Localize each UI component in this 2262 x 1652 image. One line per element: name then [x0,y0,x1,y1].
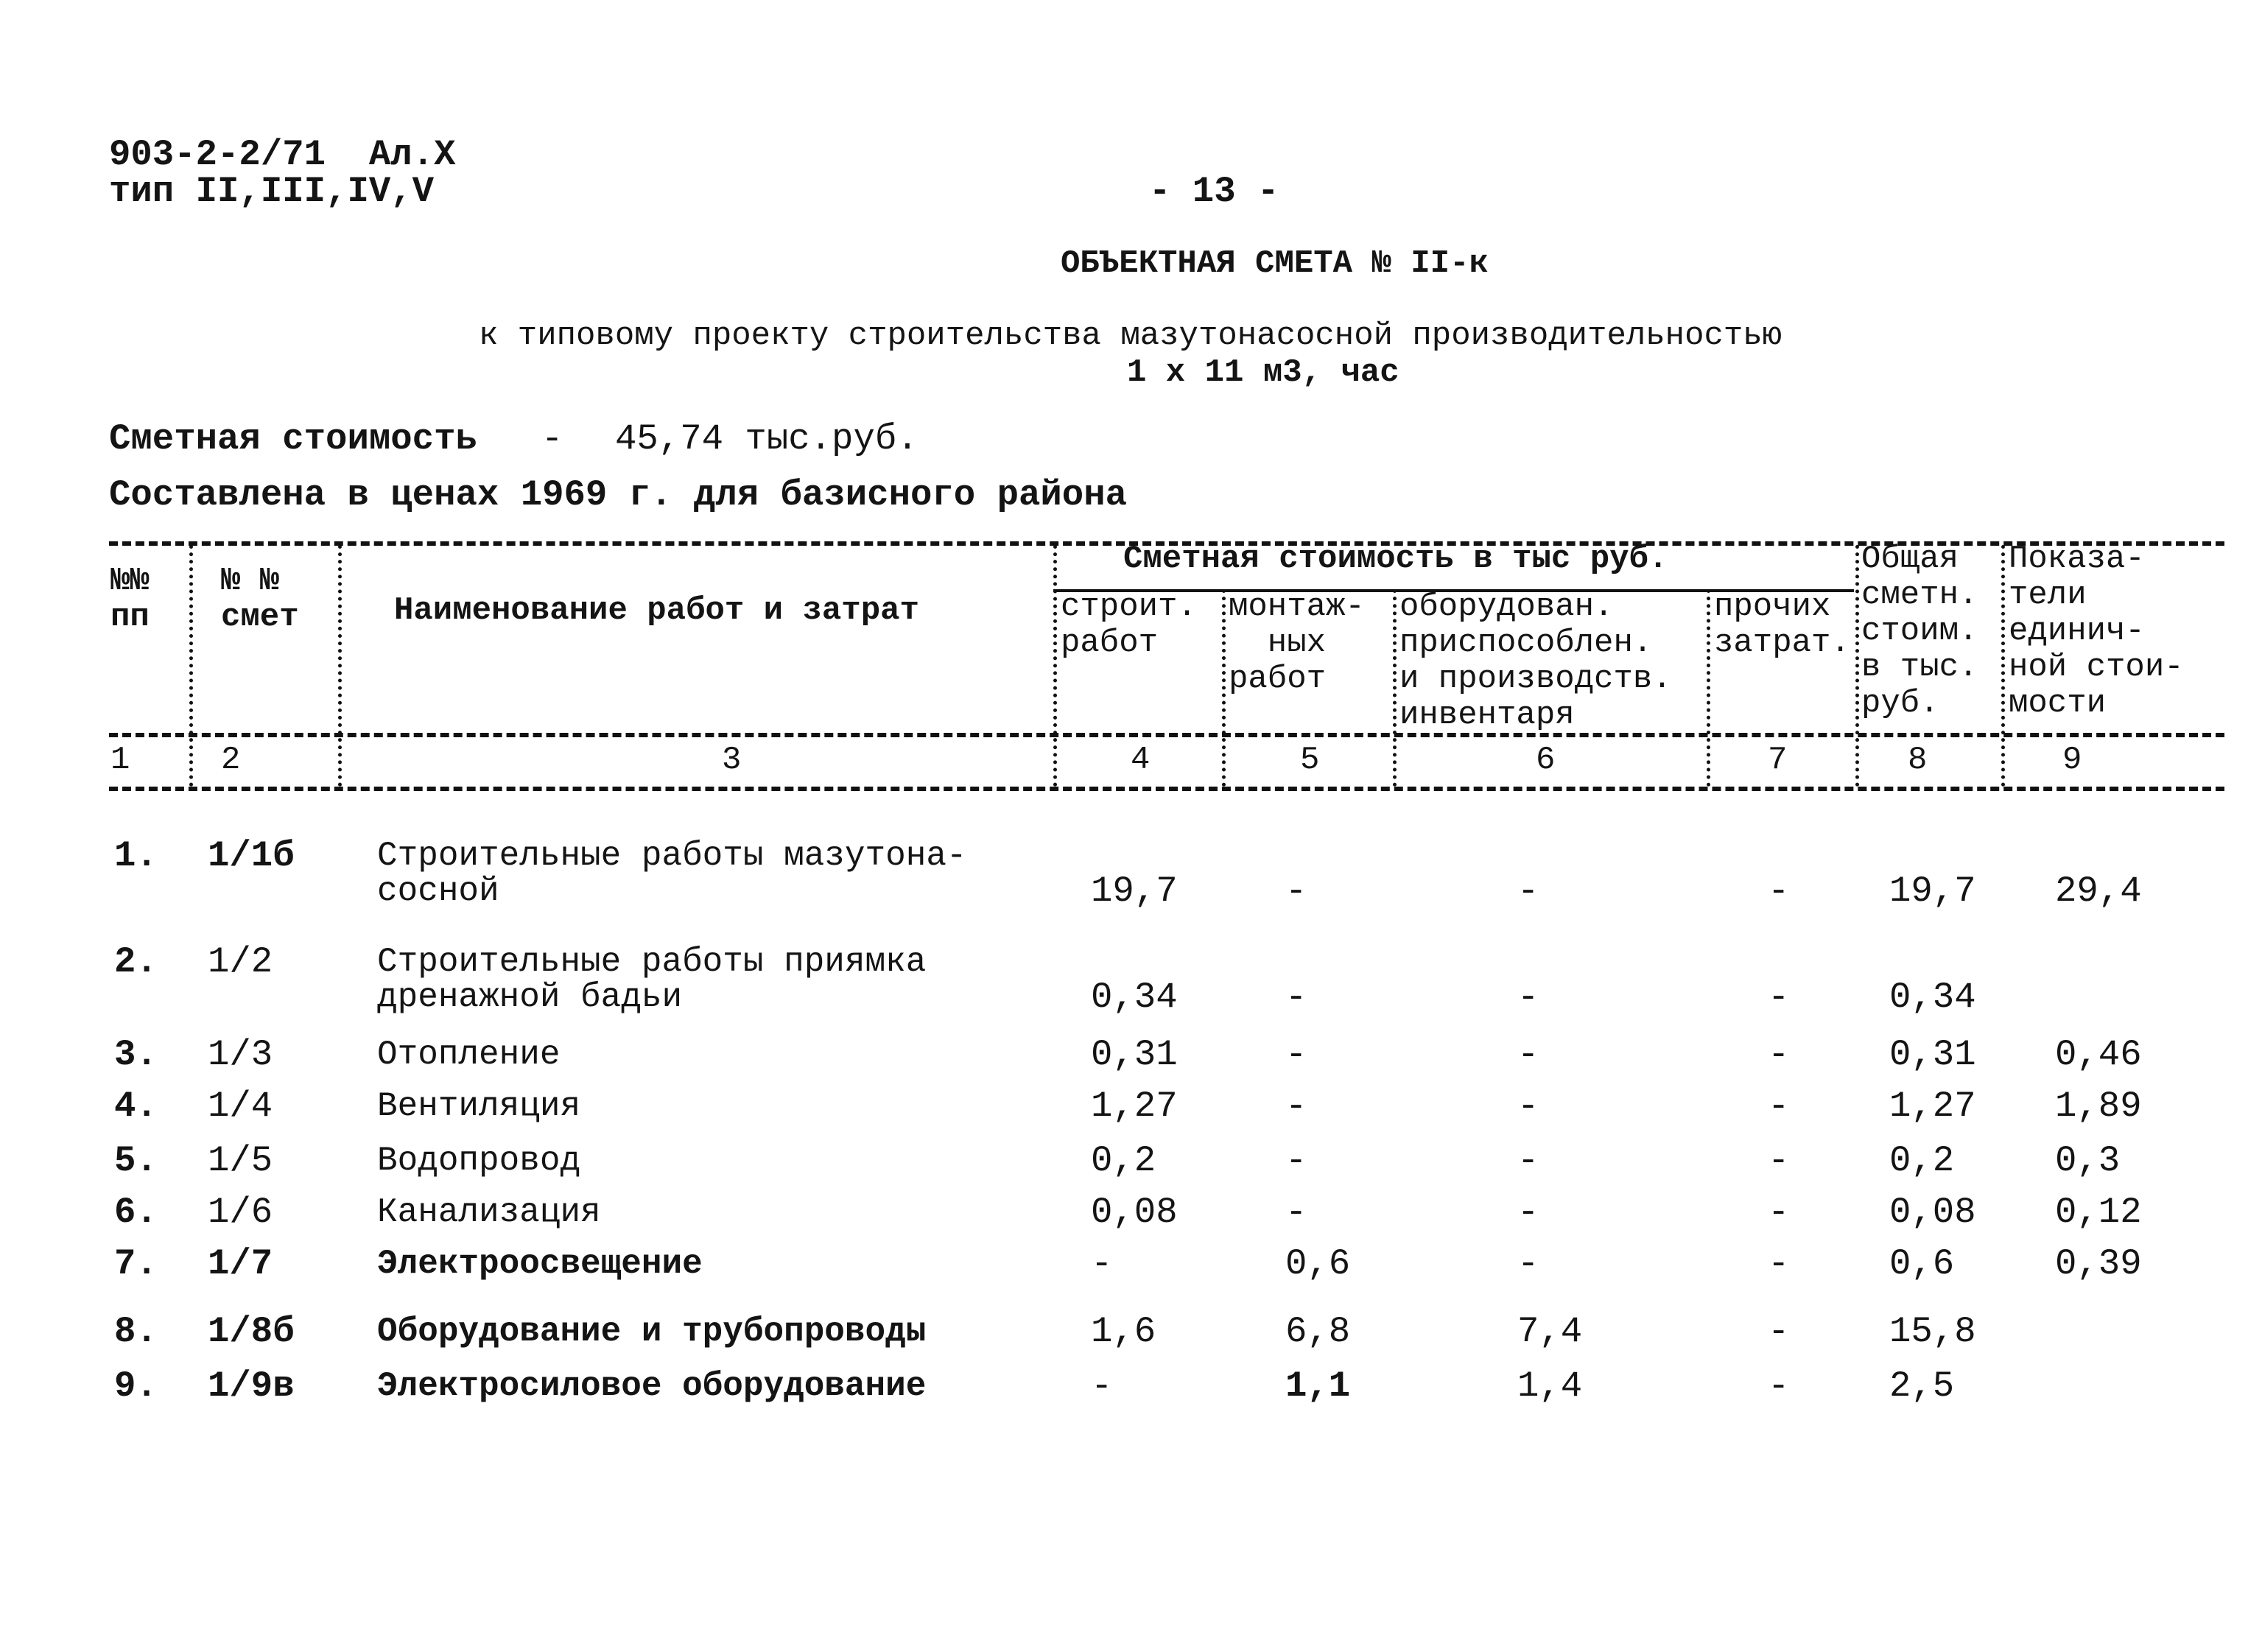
cell-c5: - [1285,1086,1307,1127]
row-number: 5. [114,1140,158,1181]
column-header: строит. работ [1061,588,1197,661]
cell-c8: 0,6 [1889,1243,1955,1284]
cell-c4: 19,7 [1091,871,1178,912]
column-number: 9 [2062,742,2082,778]
column-separator [1053,545,1057,787]
column-header: оборудован. приспособлен. и производств. инвентаря [1399,588,1672,734]
document-title: ОБЪЕКТНАЯ СМЕТА № II-к [1061,245,1489,282]
cell-c6: - [1517,1243,1539,1284]
numbers-row-bottom-border [109,787,2224,791]
cell-c7: - [1768,1311,1790,1352]
cell-c4: - [1091,1243,1113,1284]
cell-c8: 1,27 [1889,1086,1976,1127]
column-number: 1 [110,742,130,778]
row-number: 1. [114,835,158,876]
cell-c9: 0,46 [2055,1034,2142,1075]
cell-c6: - [1517,1140,1539,1181]
row-smeta-ref: 1/5 [208,1140,273,1181]
column-number: 2 [221,742,241,778]
row-smeta-ref: 1/1б [208,835,295,876]
cell-c5: - [1285,1140,1307,1181]
column-separator [2001,545,2005,787]
column-number: 4 [1131,742,1151,778]
cell-c8: 2,5 [1889,1365,1955,1407]
cell-c8: 0,2 [1889,1140,1955,1181]
cell-c6: 7,4 [1517,1311,1583,1352]
document-code: 903-2-2/71 Ал.X [109,134,456,175]
row-name: Вентиляция [377,1087,581,1125]
column-number: 3 [722,742,742,778]
cell-c6: - [1517,1034,1539,1075]
cell-c6: 1,4 [1517,1365,1583,1407]
cell-c7: - [1768,1086,1790,1127]
cell-c4: 0,34 [1091,977,1178,1018]
cell-c5: 1,1 [1285,1365,1351,1407]
column-number: 6 [1536,742,1556,778]
row-smeta-ref: 1/9в [208,1365,295,1407]
column-number: 7 [1768,742,1788,778]
column-separator [338,545,342,787]
cell-c9: 0,12 [2055,1192,2142,1233]
row-smeta-ref: 1/3 [208,1034,273,1075]
column-separator [189,545,193,787]
cell-c4: 0,31 [1091,1034,1178,1075]
row-name: Канализация [377,1193,601,1231]
cell-c5: 0,6 [1285,1243,1351,1284]
cell-c8: 19,7 [1889,871,1976,912]
cell-c7: - [1768,1140,1790,1181]
row-number: 7. [114,1243,158,1284]
cell-c4: 0,08 [1091,1192,1178,1233]
cell-c4: 0,2 [1091,1140,1156,1181]
cost-value: 45,74 тыс.руб. [615,418,919,460]
subtitle-line1: к типовому проекту строительства мазутонасосной производительностью [479,317,1782,354]
cell-c7: - [1768,1243,1790,1284]
row-number: 2. [114,941,158,983]
cell-c9: 29,4 [2055,871,2142,912]
row-number: 3. [114,1034,158,1075]
cell-c9: 0,3 [2055,1140,2121,1181]
row-smeta-ref: 1/2 [208,941,273,983]
cell-c7: - [1768,871,1790,912]
cell-c6: - [1517,1086,1539,1127]
cell-c6: - [1517,1192,1539,1233]
column-header: прочих затрат. [1714,588,1850,661]
column-number: 8 [1908,742,1928,778]
column-header: №№ пп [110,563,150,636]
cell-c9: 0,39 [2055,1243,2142,1284]
column-header: Наименование работ и затрат [394,592,919,629]
document-types: тип II,III,IV,V [109,171,435,212]
cost-dash: - [541,418,563,460]
cost-label: Сметная стоимость [109,418,477,460]
column-header: № № смет [221,563,299,636]
row-smeta-ref: 1/4 [208,1086,273,1127]
column-separator [1707,589,1710,787]
header-bottom-border [109,733,2224,737]
row-name: Строительные работы приямка дренажной бадьи [377,943,927,1016]
row-name: Оборудование и трубопроводы [377,1312,927,1351]
cell-c4: 1,6 [1091,1311,1156,1352]
column-separator [1222,589,1226,787]
column-separator [1393,589,1397,787]
column-number: 5 [1300,742,1320,778]
cell-c7: - [1768,977,1790,1018]
column-header: Общая сметн. стоим. в тыс. руб. [1861,541,1978,722]
row-smeta-ref: 1/7 [208,1243,273,1284]
cell-c4: 1,27 [1091,1086,1178,1127]
cell-c5: - [1285,871,1307,912]
cell-c8: 15,8 [1889,1311,1976,1352]
row-name: Строительные работы мазутона- сосной [377,837,967,910]
cell-c7: - [1768,1365,1790,1407]
row-number: 6. [114,1192,158,1233]
cell-c8: 0,08 [1889,1192,1976,1233]
row-number: 9. [114,1365,158,1407]
cell-c7: - [1768,1192,1790,1233]
cell-c5: - [1285,1034,1307,1075]
row-name: Отопление [377,1036,561,1074]
column-header: монтаж- ных работ [1229,588,1365,697]
row-number: 8. [114,1311,158,1352]
row-name: Электросиловое оборудование [377,1367,927,1405]
cell-c5: - [1285,1192,1307,1233]
row-smeta-ref: 1/8б [208,1311,295,1352]
cell-c8: 0,34 [1889,977,1976,1018]
cell-c7: - [1768,1034,1790,1075]
page-number: - 13 - [1149,171,1279,212]
cell-c9: 1,89 [2055,1086,2142,1127]
row-name: Электроосвещение [377,1245,703,1283]
row-name: Водопровод [377,1142,581,1180]
row-smeta-ref: 1/6 [208,1192,273,1233]
cell-c6: - [1517,871,1539,912]
cell-c5: - [1285,977,1307,1018]
prices-note: Составлена в ценах 1969 г. для базисного района [109,474,1128,516]
cell-c8: 0,31 [1889,1034,1976,1075]
column-header: Показа- тели единич- ной стои- мости [2009,541,2184,722]
row-number: 4. [114,1086,158,1127]
cell-c6: - [1517,977,1539,1018]
cell-c5: 6,8 [1285,1311,1351,1352]
cell-c4: - [1091,1365,1113,1407]
column-separator [1855,545,1859,787]
subtitle-line2: 1 x 11 м3, час [1127,354,1399,391]
group-header: Сметная стоимость в тыс руб. [1123,541,1668,577]
